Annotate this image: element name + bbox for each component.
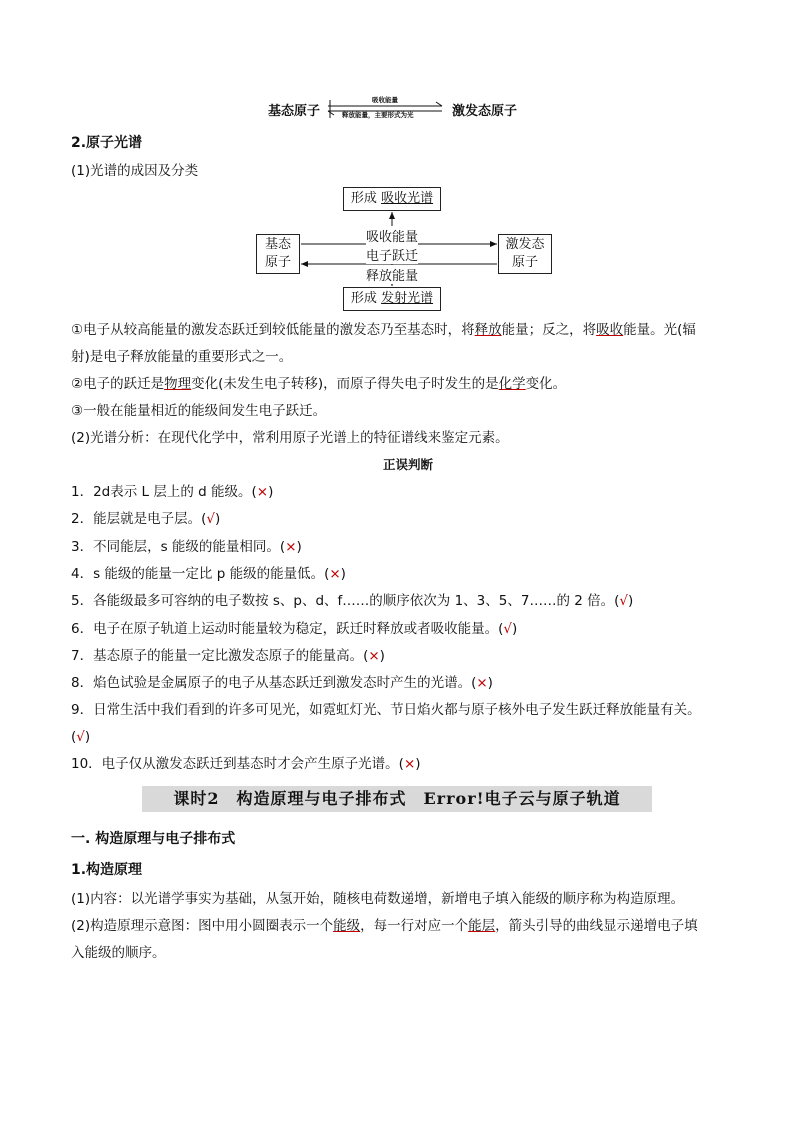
spectrum-cause-title: (1)光谱的成因及分类 [71, 163, 199, 179]
judgement-end: ) [340, 566, 346, 582]
excited-state-line1: 激发态 [505, 237, 545, 252]
judgement-text: 7．基态原子的能量一定比激发态原子的能量高。( [71, 648, 369, 664]
ground-state-line2: 原子 [264, 255, 291, 270]
form-label-bottom: 形成 [350, 291, 377, 306]
judgement-item [71, 483, 273, 501]
key-chemical: 化学 [498, 376, 526, 392]
judgement-end: ) [296, 539, 302, 555]
ground-state-line1: 基态 [264, 237, 291, 252]
judgement-open: ( [71, 729, 77, 745]
judgement-item [71, 538, 302, 556]
spectrum-analysis: (2)光谱分析：在现代化学中，常利用原子光谱上的特征谱线来鉴定元素。 [71, 430, 509, 446]
judgement-text: 6．电子在原子轨道上运动时能量较为稳定，跃迁时释放或者吸收能量。( [71, 621, 504, 637]
judgement-text: 4．s 能级的能量一定比 p 能级的能量低。( [71, 566, 330, 582]
judgement-end: ) [487, 675, 493, 691]
judgement-text: 8．焰色试验是金属原子的电子从基态跃迁到激发态时产生的光谱。( [71, 675, 477, 691]
judgement-end: ) [84, 729, 91, 745]
form-label-top: 形成 [350, 191, 377, 206]
judgement-item [71, 592, 633, 610]
judgement-item [71, 510, 220, 528]
point-2-text-a: ②电子的跃迁是 [71, 376, 165, 392]
point-2-text-b: 变化(未发生电子转移)，而原子得失电子时发生的是 [191, 376, 499, 392]
judgement-mark: √ [76, 729, 85, 745]
judgement-item [71, 755, 421, 773]
aufbau-content: (1)内容：以光谱学事实为基础，从氢开始，随核电荷数递增，新增电子填入能级的顺序称为构造原理。 [71, 891, 685, 907]
judgement-mark: × [329, 566, 341, 582]
release-energy-label: 释放能量 [366, 265, 418, 284]
lesson-2-heading: 课时2 构造原理与电子排布式 Error!电子云与原子轨道 [142, 786, 652, 812]
part-1-title: 一. 构造原理与电子排布式 [71, 831, 236, 847]
judgement-item [71, 647, 385, 665]
judgement-item [71, 565, 346, 583]
key-absorb: 吸收 [596, 322, 624, 338]
section-atomic-spectrum-title: 2.原子光谱 [71, 135, 143, 151]
aufbau-principle-title: 1.构造原理 [71, 862, 143, 878]
judgement-mark: × [368, 648, 380, 664]
aufbau-diagram-desc-line2: 入能级的顺序。 [71, 945, 166, 961]
ground-state-atom-label: 基态原子 [268, 104, 321, 119]
aufbau-diagram-desc-line1 [71, 917, 698, 935]
judgement-mark: √ [503, 621, 512, 637]
point-1-text-b: 能量；反之，将 [501, 322, 597, 338]
judgement-item [71, 674, 493, 692]
key-physical: 物理 [164, 376, 192, 392]
judgement-end: ) [268, 484, 274, 500]
absorption-spectrum-label: 吸收光谱 [381, 191, 434, 206]
judgement-text: 1．2d表示 L 层上的 d 能级。( [71, 484, 257, 500]
point-2 [71, 375, 566, 393]
judgement-title: 正误判断 [383, 457, 434, 472]
judgement-mark: √ [619, 593, 628, 609]
key-energy-level: 能级 [333, 918, 361, 934]
absorb-energy-small-label: 吸收能量 [372, 96, 398, 104]
absorb-energy-label: 吸收能量 [366, 226, 418, 245]
judgement-mark: × [256, 484, 269, 500]
desc-text-a: (2)构造原理示意图：图中用小圆圈表示一个 [71, 918, 334, 934]
point-1-line2: 射)是电子释放能量的重要形式之一。 [71, 349, 293, 365]
key-release: 释放 [474, 322, 502, 338]
point-1-text-a: ①电子从较高能量的激发态跃迁到较低能量的激发态乃至基态时，将 [71, 322, 475, 338]
judgement-mark: × [476, 675, 488, 691]
point-3: ③一般在能量相近的能级间发生电子跃迁。 [71, 403, 327, 419]
judgement-mark: × [403, 756, 416, 772]
judgement-text: 2．能层就是电子层。( [71, 511, 207, 527]
release-energy-small-label: 释放能量，主要形式为光 [342, 111, 414, 119]
electron-transition-label: 电子跃迁 [366, 245, 418, 264]
point-1-text-c: 能量。光(辐 [623, 322, 696, 338]
emission-spectrum-label: 发射光谱 [381, 291, 434, 306]
judgement-text: 10．电子仅从激发态跃迁到基态时才会产生原子光谱。( [71, 756, 404, 772]
judgement-end: ) [415, 756, 421, 772]
desc-text-c: ，箭头引导的曲线显示递增电子填 [495, 918, 698, 934]
key-energy-shell: 能层 [468, 918, 496, 934]
point-1-line1 [71, 321, 696, 339]
judgement-item [71, 620, 517, 638]
judgement-mark: × [285, 539, 297, 555]
judgement-end: ) [511, 621, 518, 637]
judgement-text: 5．各能级最多可容纳的电子数按 s、p、d、f……的顺序依次为 1、3、5、7……的 2 倍。( [71, 593, 620, 609]
judgement-text: 3．不同能层，s 能级的能量相同。( [71, 539, 286, 555]
judgement-item-continuation [71, 728, 90, 746]
judgement-end: ) [628, 593, 634, 609]
judgement-end: ) [214, 511, 221, 527]
point-2-text-c: 变化。 [525, 376, 567, 392]
desc-text-b: ，每一行对应一个 [360, 918, 469, 934]
excited-state-line2: 原子 [511, 255, 538, 270]
excited-state-atom-label: 激发态原子 [452, 104, 518, 119]
judgement-item [71, 701, 701, 719]
judgement-end: ) [379, 648, 385, 664]
judgement-text: 9．日常生活中我们看到的许多可见光，如霓虹灯光、节日焰火都与原子核外电子发生跃迁释放能量有关。 [71, 702, 701, 718]
judgement-mark: √ [206, 511, 215, 527]
